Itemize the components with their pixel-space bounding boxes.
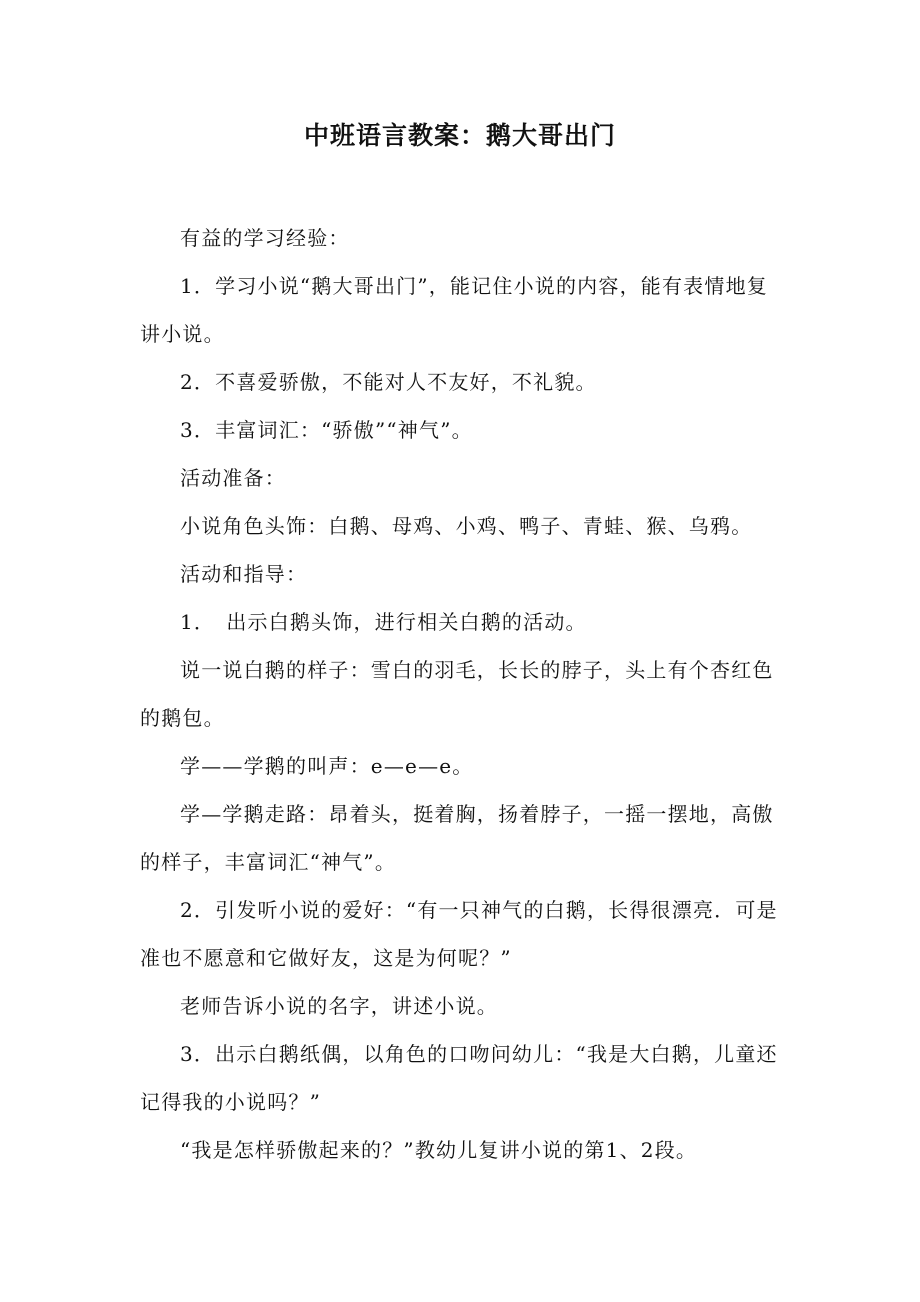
paragraph-activity-step-2: 2．引发听小说的爱好：“有一只神气的白鹅，长得很漂亮．可是准也不愿意和它做好友，这是为何呢？” <box>140 898 778 970</box>
document-body <box>140 214 782 1174</box>
paragraph-activity-heading: 活动和指导： <box>180 562 308 586</box>
paragraph-goal-3: 3．丰富词汇：“骄傲”“神气”。 <box>180 418 473 442</box>
paragraph-goose-call: 学——学鹅的叫声：e—e—e。 <box>180 754 474 778</box>
paragraph-activity-step-3: 3．出示白鹅纸偶，以角色的口吻问幼儿：“我是大白鹅，儿童还记得我的小说吗？” <box>140 1042 778 1114</box>
paragraph-describe-goose: 说一说白鹅的样子：雪白的羽毛，长长的脖子，头上有个杏红色的鹅包。 <box>140 658 774 730</box>
paragraph-activity-step-1: 1． 出示白鹅头饰，进行相关白鹅的活动。 <box>180 610 587 634</box>
paragraph-preparation-heading: 活动准备： <box>180 466 286 490</box>
paragraph-goal-2: 2．不喜爱骄傲，不能对人不友好，不礼貌。 <box>180 370 597 394</box>
paragraph-retell: “我是怎样骄傲起来的？”教幼儿复讲小说的第1、2段。 <box>180 1138 698 1162</box>
document-title: 中班语言教案：鹅大哥出门 <box>303 121 616 150</box>
paragraph-goose-walk: 学—学鹅走路：昂着头，挺着胸，扬着脖子，一摇一摆地，高傲的样子，丰富词汇“神气”。 <box>140 802 774 874</box>
paragraph-goal-1: 1．学习小说“鹅大哥出门”，能记住小说的内容，能有表情地复讲小说。 <box>140 274 768 346</box>
paragraph-learning-experience-heading: 有益的学习经验： <box>180 226 350 250</box>
paragraph-preparation-items: 小说角色头饰：白鹅、母鸡、小鸡、鸭子、青蛙、猴、乌鸦。 <box>180 514 753 538</box>
paragraph-teacher-story: 老师告诉小说的名字，讲述小说。 <box>180 994 498 1018</box>
